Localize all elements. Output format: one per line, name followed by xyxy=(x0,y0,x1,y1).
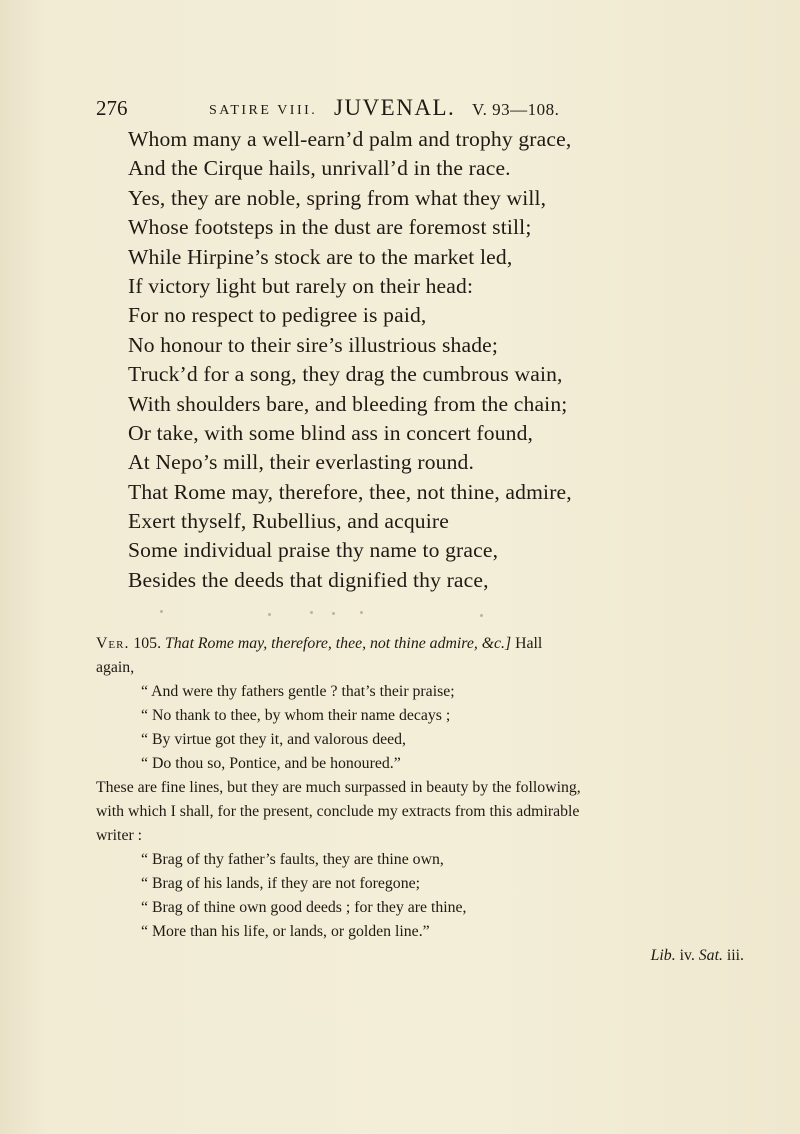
footnote-quote: That Rome may, therefore, thee, not thine admire, &c.] xyxy=(164,635,512,652)
quote-line: “ By virtue got they it, and valorous deed, xyxy=(141,731,406,748)
poem-line: While Hirpine’s stock are to the market led, xyxy=(128,244,513,269)
citation-book-number: iv. xyxy=(679,947,695,964)
satire-label: SATIRE VIII. xyxy=(209,103,318,118)
quote-line: “ More than his life, or lands, or golden line.” xyxy=(141,923,430,940)
citation xyxy=(96,944,744,968)
poem-line: With shoulders bare, and bleeding from the chain; xyxy=(128,391,568,416)
poem-line: And the Cirque hails, unrivall’d in the race. xyxy=(128,156,511,181)
poem-line: Whose footsteps in the dust are foremost still; xyxy=(128,215,532,240)
running-header xyxy=(96,87,736,121)
author-name: JUVENAL. xyxy=(334,95,456,120)
footnote-label: Ver. xyxy=(96,635,130,652)
quote-line: “ And were thy fathers gentle ? that’s their praise; xyxy=(141,683,455,700)
quote-line: “ Brag of thine own good deeds ; for they are thine, xyxy=(141,899,467,916)
poem-line: Some individual praise thy name to grace, xyxy=(128,538,499,563)
commentary-line: These are fine lines, but they are much surpassed in beauty by the following, xyxy=(96,779,581,796)
footnote-author-ref: Hall xyxy=(515,635,543,652)
verse-range: V. 93—108. xyxy=(472,100,560,119)
poem-line: Or take, with some blind ass in concert found, xyxy=(128,420,534,445)
quote-line: “ Brag of his lands, if they are not foregone; xyxy=(141,875,420,892)
poem-line: Exert thyself, Rubellius, and acquire xyxy=(128,509,449,534)
commentary-line: writer : xyxy=(96,827,143,844)
footnote-verse-number: 105. xyxy=(133,635,162,652)
print-specks xyxy=(150,606,570,620)
poem-line: Whom many a well-earn’d palm and trophy grace, xyxy=(128,127,572,151)
poem-line: Truck’d for a song, they drag the cumbrous wain, xyxy=(128,362,563,387)
page-number: 276 xyxy=(96,96,128,120)
citation-satire: Sat. xyxy=(698,947,723,964)
footnote-continuation: again, xyxy=(96,659,135,676)
quote-line: “ Brag of thy father’s faults, they are thine own, xyxy=(141,851,444,868)
poem-text xyxy=(128,125,748,595)
citation-book: Lib. xyxy=(650,947,676,964)
poem-line: Yes, they are noble, spring from what they will, xyxy=(128,185,547,210)
poem-line: If victory light but rarely on their head: xyxy=(128,273,474,298)
footnote-heading xyxy=(96,632,744,656)
commentary-line: with which I shall, for the present, conclude my extracts from this admirable xyxy=(96,803,580,820)
poem-line: At Nepo’s mill, their everlasting round. xyxy=(128,450,475,475)
quote-line: “ No thank to thee, by whom their name decays ; xyxy=(141,707,451,724)
poem-line: For no respect to pedigree is paid, xyxy=(128,303,427,328)
quote-line: “ Do thou so, Pontice, and be honoured.” xyxy=(141,755,401,772)
poem-line: That Rome may, therefore, thee, not thine, admire, xyxy=(128,479,572,504)
poem-line: No honour to their sire’s illustrious shade; xyxy=(128,332,499,357)
citation-satire-number: iii. xyxy=(726,947,744,964)
footnote xyxy=(96,632,744,968)
poem-line: Besides the deeds that dignified thy race, xyxy=(128,567,489,592)
